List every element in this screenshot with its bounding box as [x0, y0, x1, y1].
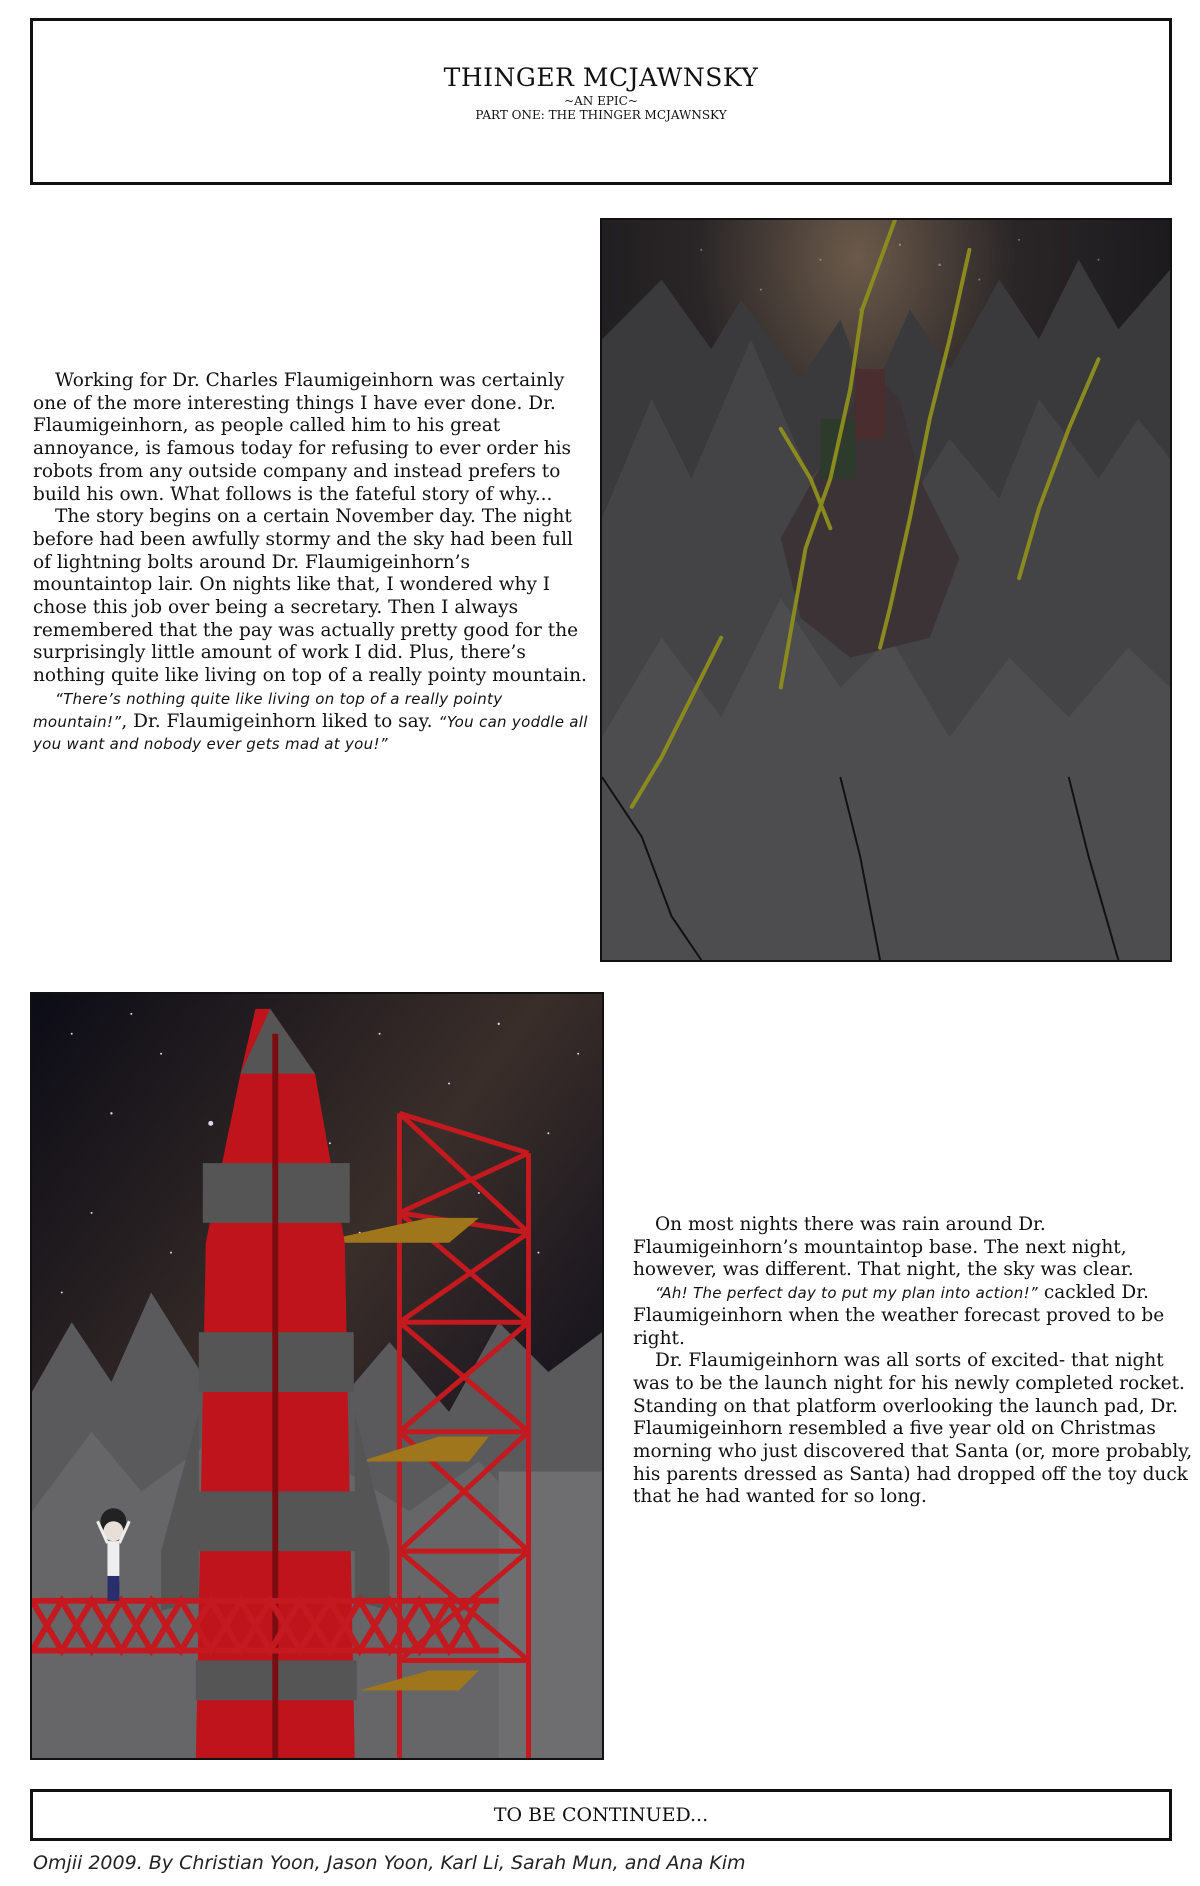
story-text-1	[33, 370, 593, 756]
handwritten-quote: “You can yoddle all you want and nobody ever gets mad at you!”	[33, 712, 588, 754]
title-box	[30, 18, 1172, 185]
comic-subtitle: ~AN EPIC~	[564, 94, 638, 108]
narration: cackled Dr. Flaumigeinhorn when the weather forecast proved to be right.	[633, 1282, 1165, 1349]
handwritten-quote: “There’s nothing quite like living on top of a really pointy mountain!”	[33, 689, 503, 731]
credits-line: Omjii 2009. By Christian Yoon, Jason Yoon, Karl Li, Sarah Mun, and Ana Kim	[33, 1852, 746, 1874]
story-paragraph: On most nights there was rain around Dr. Flaumigeinhorn’s mountaintop base. The next night, however, was different. That night, the sky was clear.	[633, 1214, 1134, 1281]
rocket-launchpad-panel	[30, 992, 604, 1760]
to-be-continued-box	[30, 1789, 1172, 1841]
story-paragraph: The story begins on a certain November day. The night before had been awfully stormy and the sky had been full of lightning bolts around Dr. Flaumigeinhorn’s mountaintop lair. On nights like that, I wondered why I chose this job over being a secretary. Then I always remembered that the pay was actually pretty good for the surprisingly little amount of work I did. Plus, there’s nothing quite like living on top of a really pointy mountain.	[33, 506, 587, 687]
handwritten-quote: “Ah! The perfect day to put my plan into action!”	[655, 1284, 1038, 1303]
story-paragraph	[33, 688, 593, 756]
to-be-continued-text: TO BE CONTINUED...	[493, 1804, 709, 1826]
story-text-2	[633, 1214, 1193, 1509]
story-paragraph	[633, 1282, 1193, 1350]
comic-title: THINGER MCJAWNSKY	[443, 63, 759, 92]
story-paragraph: Dr. Flaumigeinhorn was all sorts of excited- that night was to be the launch night for his newly completed rocket. Standing on that platform overlooking the launch pad, Dr. Flaumigeinhorn resembled a five year old on Christmas morning who just discovered that Santa (or, more probably, his parents dressed as Santa) had dropped off the toy duck that he had wanted for so long.	[633, 1350, 1193, 1508]
comic-part-title: PART ONE: THE THINGER MCJAWNSKY	[475, 108, 727, 122]
mountain-lightning-panel	[600, 218, 1172, 962]
narration: , Dr. Flaumigeinhorn liked to say.	[121, 710, 439, 732]
story-paragraph: Working for Dr. Charles Flaumigeinhorn was certainly one of the more interesting things I have ever done. Dr. Flaumigeinhorn, as people called him to his great annoyance, is famous today for refusing to ever order his robots from any outside company and instead prefers to build his own. What follows is the fateful story of why...	[33, 370, 572, 505]
